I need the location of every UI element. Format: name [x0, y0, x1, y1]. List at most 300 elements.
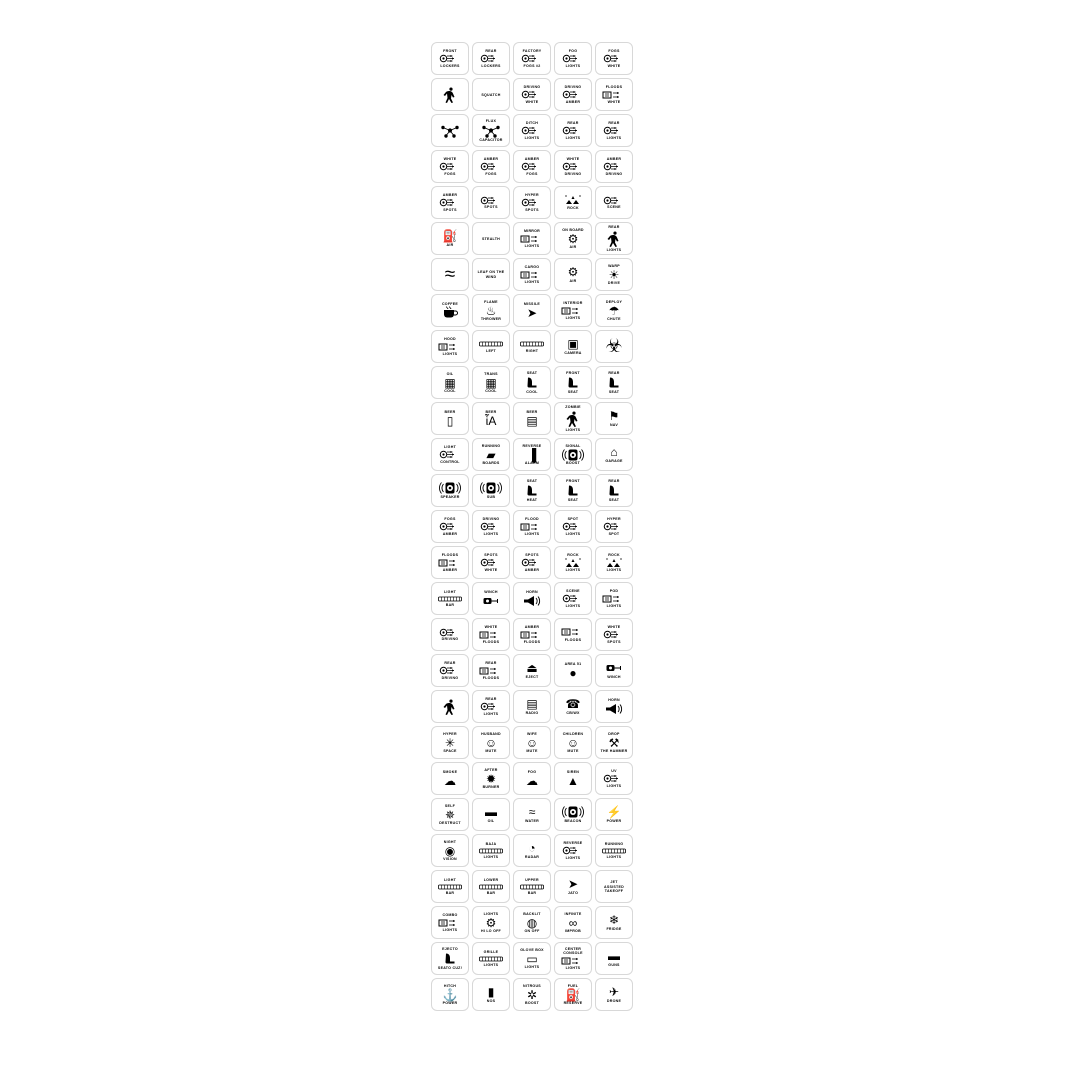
legend-key-uv-lights[interactable] — [595, 762, 633, 795]
legend-key-beer-case[interactable] — [513, 402, 551, 435]
drone-icon: ✈ — [608, 985, 620, 1000]
uv-lamp-icon — [597, 774, 631, 783]
key-bottom-label: SPOT — [608, 531, 620, 536]
legend-key-biohazard[interactable] — [595, 330, 633, 363]
seat-heat-icon — [597, 484, 631, 498]
spot-lamp-icon — [433, 198, 467, 207]
face-mute-icon: ☺ — [525, 735, 539, 750]
lightning-icon: ⚡ — [606, 805, 622, 820]
key-top-label: GRILLE — [483, 949, 499, 954]
smoke-icon: ☁ — [444, 773, 456, 788]
key-top-label: NITROUS — [523, 983, 541, 988]
key-bottom-label: IMPROB — [565, 929, 581, 933]
legend-key-front-seat[interactable] — [554, 366, 592, 399]
legend-key-white-spots[interactable] — [595, 618, 633, 651]
key-top-label: COMBO — [442, 912, 458, 917]
legend-key-running-boards[interactable] — [472, 438, 510, 471]
key-top-label: AMBER — [524, 624, 540, 629]
key-bottom-label: LIGHTS — [565, 966, 581, 971]
legend-key-fogs-white[interactable] — [595, 42, 633, 75]
legend-key-amber-spots[interactable] — [431, 186, 469, 219]
light-bar-icon — [433, 595, 467, 603]
key-top-label: SELF — [444, 803, 456, 808]
driving-lamp-icon — [474, 522, 508, 531]
seat-heat-icon — [556, 484, 590, 498]
key-top-label: AREA 51 — [564, 662, 582, 667]
legend-key-rear-floods[interactable] — [472, 654, 510, 687]
flood-lamp-icon — [597, 90, 631, 100]
legend-key-nos[interactable] — [472, 978, 510, 1011]
legend-key-scene-lights-2[interactable] — [554, 582, 592, 615]
legend-key-area-51[interactable] — [554, 654, 592, 687]
rock-light-icon — [556, 195, 590, 205]
legend-key-stealth[interactable] — [472, 222, 510, 255]
legend-row — [431, 258, 637, 291]
eject-icon: ⏏ — [526, 661, 538, 676]
legend-key-center-console-lights[interactable] — [554, 942, 592, 975]
key-top-label: HORN — [608, 698, 620, 703]
legend-key-trans-cool[interactable] — [472, 366, 510, 399]
legend-row — [431, 42, 637, 75]
rock-light-icon — [597, 558, 631, 568]
legend-key-backlit[interactable] — [513, 906, 551, 939]
seat-heat-icon — [515, 484, 549, 498]
key-bottom-label: DRIVE — [607, 281, 621, 285]
legend-key-squatch[interactable] — [472, 78, 510, 111]
legend-key-flood-lights[interactable] — [513, 510, 551, 543]
legend-key-jet-assisted-takeoff[interactable] — [595, 870, 633, 903]
legend-key-upper-bar[interactable] — [513, 870, 551, 903]
key-bottom-label: LIGHTS — [565, 316, 581, 320]
legend-key-seat-cool[interactable] — [513, 366, 551, 399]
spot-lamp-icon — [515, 558, 549, 567]
fog-cloud-icon: ☁ — [526, 773, 538, 788]
legend-key-infinite-improbability[interactable] — [554, 906, 592, 939]
key-top-label: ROCK — [567, 552, 579, 557]
legend-key-smoke-screen[interactable] — [431, 762, 469, 795]
key-bottom-label: BEACON — [564, 818, 582, 823]
legend-key-drop-the-hammer[interactable] — [595, 726, 633, 759]
flood-lamp-icon — [556, 627, 590, 637]
console-lamp-icon — [556, 956, 590, 966]
legend-key-coffee[interactable] — [431, 294, 469, 327]
flood-lamp-icon — [433, 558, 467, 568]
key-bottom-label: STEALTH — [481, 236, 501, 241]
key-top-label: SEAT — [526, 478, 538, 483]
legend-key-rear-lights-3[interactable] — [595, 222, 633, 255]
key-bottom-label: DRIVING — [441, 675, 459, 680]
key-bottom-label: LIGHTS — [606, 783, 622, 788]
key-bottom-label: WHITE — [607, 100, 621, 104]
key-bottom-label: MUTE — [567, 749, 579, 753]
legend-key-baja-lights[interactable] — [472, 834, 510, 867]
legend-key-white-floods[interactable] — [472, 618, 510, 651]
key-top-label: DRIVING — [482, 517, 500, 522]
legend-key-oil-cool[interactable] — [431, 366, 469, 399]
compressor-icon: ⚙ — [567, 265, 579, 280]
key-top-label: AMBER — [524, 157, 540, 162]
key-bottom-label: LIGHTS — [565, 428, 581, 432]
key-top-label: WARP — [608, 263, 620, 268]
key-top-label: FLOOD — [525, 516, 539, 521]
key-top-label: LIGHT — [443, 589, 457, 594]
legend-key-driving-amber[interactable] — [554, 78, 592, 111]
legend-row — [431, 294, 637, 327]
legend-key-reverse-lights[interactable] — [554, 834, 592, 867]
key-bottom-label: DRONE — [606, 998, 622, 1003]
legend-key-children-mute[interactable] — [554, 726, 592, 759]
legend-key-drone[interactable] — [595, 978, 633, 1011]
legend-key-hood-lights[interactable] — [431, 330, 469, 363]
legend-row — [431, 978, 637, 1011]
legend-key-wife-mute[interactable] — [513, 726, 551, 759]
legend-key-floods-white[interactable] — [595, 78, 633, 111]
legend-key-warp-drive[interactable] — [595, 258, 633, 291]
axle-lockers-icon — [433, 54, 467, 63]
legend-key-rear-lights-4[interactable] — [472, 690, 510, 723]
key-bottom-label: SPOTS — [484, 205, 498, 210]
legend-key-white-fogs[interactable] — [431, 150, 469, 183]
legend-key-driving-2[interactable] — [431, 618, 469, 651]
legend-key-water[interactable] — [513, 798, 551, 831]
key-bottom-label: LIGHTS — [565, 531, 581, 536]
legend-key-night-vision[interactable] — [431, 834, 469, 867]
legend-key-nitrous-boost[interactable] — [513, 978, 551, 1011]
legend-row — [431, 906, 637, 939]
legend-key-hyper-spots[interactable] — [513, 186, 551, 219]
legend-key-seat-heat[interactable] — [513, 474, 551, 507]
hammer-icon: ⚒ — [608, 735, 620, 750]
legend-key-hyper-spot[interactable] — [595, 510, 633, 543]
legend-key-rear-seat[interactable] — [595, 366, 633, 399]
key-top-label: EJECTO — [442, 946, 458, 951]
warp-icon: ☀ — [608, 267, 620, 282]
legend-key-ejecto-seato-cuz[interactable] — [431, 942, 469, 975]
legend-key-speaker[interactable] — [431, 474, 469, 507]
legend-key-jats[interactable] — [554, 870, 592, 903]
legend-key-oil[interactable] — [472, 798, 510, 831]
legend-key-siren[interactable] — [554, 762, 592, 795]
key-top-label: LIGHTS — [483, 911, 499, 916]
legend-key-camera[interactable] — [554, 330, 592, 363]
legend-key-fridge[interactable] — [595, 906, 633, 939]
key-bottom-label: EJECT — [525, 674, 539, 679]
key-bottom-label: CAPACITOR — [479, 138, 503, 142]
fuel-can-icon: ⛽ — [565, 987, 581, 1002]
nos-bottle-icon: ▮ — [487, 985, 495, 1000]
infinity-icon: ∞ — [568, 915, 578, 930]
legend-key-air-compressor[interactable] — [431, 222, 469, 255]
legend-key-eject[interactable] — [513, 654, 551, 687]
air-compressor-icon: ⚙ — [567, 231, 579, 246]
key-bottom-label: LIGHTS — [442, 928, 458, 932]
legend-key-fog-lights[interactable] — [554, 42, 592, 75]
legend-key-spot-lights[interactable] — [554, 510, 592, 543]
legend-key-sub[interactable] — [472, 474, 510, 507]
legend-row — [431, 546, 637, 579]
legend-key-compressor-air[interactable] — [554, 258, 592, 291]
key-top-label: HYPER — [607, 517, 621, 522]
key-bottom-label: LIGHTS — [565, 63, 581, 68]
dome-lamp-icon — [556, 306, 590, 316]
spot-lamp-icon — [474, 558, 508, 567]
legend-key-lower-bar[interactable] — [472, 870, 510, 903]
legend-key-mirror-lights[interactable] — [513, 222, 551, 255]
light-bar-icon — [515, 883, 549, 891]
key-top-label: FRONT — [566, 478, 580, 483]
horn-icon — [597, 703, 631, 715]
legend-key-horn-2[interactable] — [595, 690, 633, 723]
legend-key-winch[interactable] — [472, 582, 510, 615]
key-bottom-label: LIGHTS — [606, 568, 622, 572]
legend-key-reverse-alarm[interactable] — [513, 438, 551, 471]
key-top-label: FACTORY — [522, 49, 542, 54]
legend-key-sasquatch-glyph[interactable] — [431, 78, 469, 111]
key-top-label: BACKLIT — [523, 911, 541, 916]
key-bottom-label: DRIVING — [605, 171, 623, 176]
legend-key-factory-fogs-2[interactable] — [513, 42, 551, 75]
key-top-label: SPOTS — [525, 553, 539, 558]
running-board-icon: ▰ — [486, 447, 496, 462]
legend-key-front-lockers[interactable] — [431, 42, 469, 75]
key-bottom-label: WHITE — [607, 63, 621, 68]
key-top-label: REAR — [608, 121, 620, 126]
legend-row — [431, 798, 637, 831]
legend-key-on-board-air[interactable] — [554, 222, 592, 255]
key-bottom-label: SPOTS — [443, 207, 457, 212]
legend-key-flux-capacitor[interactable] — [472, 114, 510, 147]
legend-key-husband-mute[interactable] — [472, 726, 510, 759]
key-top-label: UV — [611, 769, 617, 774]
legend-key-rear-lights[interactable] — [554, 114, 592, 147]
key-bottom-label: THROWER — [480, 317, 502, 321]
legend-key-cargo-lights[interactable] — [513, 258, 551, 291]
legend-key-hitch-power[interactable] — [431, 978, 469, 1011]
legend-key-white-driving[interactable] — [554, 150, 592, 183]
legend-key-combo-lights[interactable] — [431, 906, 469, 939]
legend-key-cb-wx[interactable] — [554, 690, 592, 723]
legend-key-driving-lights[interactable] — [472, 510, 510, 543]
legend-key-running-lights[interactable] — [595, 834, 633, 867]
key-bottom-label: CB/WX — [566, 710, 580, 715]
key-bottom-label: LIGHTS — [524, 135, 540, 140]
legend-key-rock-lights[interactable] — [554, 186, 592, 219]
key-top-label: ON BOARD — [562, 227, 584, 232]
legend-row — [431, 942, 637, 975]
key-bottom-label: SEAT — [567, 390, 579, 394]
legend-row — [431, 690, 637, 723]
key-bottom-label: SEAT — [608, 390, 620, 394]
legend-key-molecule-glyph[interactable] — [431, 114, 469, 147]
legend-key-rear-lockers[interactable] — [472, 42, 510, 75]
legend-key-zombie-lights[interactable] — [554, 402, 592, 435]
key-bottom-label: SUB — [486, 494, 496, 499]
legend-key-rear-lights-2[interactable] — [595, 114, 633, 147]
light-bar-icon — [433, 883, 467, 891]
legend-key-beer-can[interactable] — [431, 402, 469, 435]
legend-key-glove-box-lights[interactable] — [513, 942, 551, 975]
key-bottom-label: LOCKERS — [481, 63, 501, 68]
legend-key-hyper-space[interactable] — [431, 726, 469, 759]
key-bottom-label: FRIDGE — [606, 926, 622, 931]
camera-icon: ▣ — [567, 337, 579, 352]
legend-key-floods[interactable] — [554, 618, 592, 651]
key-bottom-label: FOGS #2 — [523, 63, 541, 68]
legend-key-floods-amber[interactable] — [431, 546, 469, 579]
legend-key-horn[interactable] — [513, 582, 551, 615]
explosion-icon: ✵ — [444, 807, 456, 822]
key-bottom-label: JATO — [567, 890, 579, 895]
legend-key-rock-lights-2[interactable] — [554, 546, 592, 579]
legend-key-amber-fogs[interactable] — [472, 150, 510, 183]
key-top-label: GLOVE BOX — [520, 947, 544, 952]
key-top-label: DRIVING — [564, 85, 582, 90]
legend-key-flame-thrower[interactable] — [472, 294, 510, 327]
key-top-label: HUSBAND — [481, 731, 501, 736]
legend-key-spots-amber[interactable] — [513, 546, 551, 579]
legend-key-spots-white[interactable] — [472, 546, 510, 579]
legend-key-right[interactable] — [513, 330, 551, 363]
fog-lamp-icon — [433, 162, 467, 171]
reverse-lamp-icon — [556, 846, 590, 855]
legend-key-fuel-reserve[interactable] — [554, 978, 592, 1011]
legend-key-power[interactable] — [595, 798, 633, 831]
key-top-label: JET — [610, 879, 618, 884]
key-top-label: FLAME — [484, 299, 498, 304]
key-bottom-label: WHITE — [484, 567, 498, 572]
key-bottom-label: BAR — [527, 891, 537, 895]
key-top-label: WHITE — [443, 157, 457, 162]
legend-key-rear-seat-2[interactable] — [595, 474, 633, 507]
key-top-label: BEER — [526, 410, 538, 415]
legend-key-beer-mug[interactable] — [472, 402, 510, 435]
legend-key-ditch-lights[interactable] — [513, 114, 551, 147]
legend-key-rock-lights-3[interactable] — [595, 546, 633, 579]
key-bottom-label: LEFT — [486, 348, 496, 353]
winch-icon — [597, 662, 631, 674]
legend-key-guns[interactable] — [595, 942, 633, 975]
ufo-icon: ● — [569, 665, 577, 680]
key-top-label: HYPER — [443, 731, 457, 736]
legend-key-bigfoot-glyph-2[interactable] — [431, 690, 469, 723]
legend-key-leaf-on-the-wind[interactable] — [472, 258, 510, 291]
legend-key-radio[interactable] — [513, 690, 551, 723]
key-bottom-label: AIR — [569, 245, 577, 249]
legend-key-radar[interactable] — [513, 834, 551, 867]
legend-key-amber-floods[interactable] — [513, 618, 551, 651]
flood-lamp-icon — [474, 630, 508, 640]
key-top-label: CHILDREN — [562, 731, 584, 736]
legend-key-amber-fogs-2[interactable] — [513, 150, 551, 183]
key-top-label: CARGO — [524, 264, 540, 269]
legend-row — [431, 150, 637, 183]
legend-key-missile[interactable] — [513, 294, 551, 327]
key-bottom-label: AMBER — [565, 99, 581, 104]
legend-key-light-bar-2[interactable] — [431, 870, 469, 903]
oil-cooler-icon: ▦ — [444, 375, 456, 390]
legend-key-interior-lights[interactable] — [554, 294, 592, 327]
legend-key-garage[interactable] — [595, 438, 633, 471]
legend-key-nav[interactable] — [595, 402, 633, 435]
rock-light-icon — [556, 558, 590, 568]
key-top-label: WHITE — [566, 157, 580, 162]
flood-lamp-icon — [515, 630, 549, 640]
seat-cool-icon — [515, 376, 549, 390]
legend-key-lights-hi-lo-off[interactable] — [472, 906, 510, 939]
legend-key-light-control[interactable] — [431, 438, 469, 471]
legend-key-scene-lights[interactable] — [595, 186, 633, 219]
legend-key-fog[interactable] — [513, 762, 551, 795]
legend-key-beacon[interactable] — [554, 798, 592, 831]
legend-key-deploy-chute[interactable] — [595, 294, 633, 327]
key-bottom-label: FOGS — [444, 171, 456, 176]
hitch-icon: ⚓ — [442, 987, 458, 1002]
legend-key-rear-driving[interactable] — [431, 654, 469, 687]
key-bottom-label: FLOODS — [564, 637, 582, 642]
key-top-label: FOGS — [444, 517, 456, 522]
key-bottom-label: BOOST — [524, 1001, 540, 1005]
key-bottom-label: MUTE — [526, 749, 538, 753]
legend-key-front-seat-2[interactable] — [554, 474, 592, 507]
key-bottom-label: SPACE — [443, 749, 457, 753]
key-top-label: SMOKE — [442, 770, 458, 775]
legend-key-left[interactable] — [472, 330, 510, 363]
legend-key-signal-boost[interactable] — [554, 438, 592, 471]
legend-key-winch-2[interactable] — [595, 654, 633, 687]
key-top-label: SPOTS — [484, 553, 498, 558]
legend-key-self-destruct[interactable] — [431, 798, 469, 831]
key-top-label: ROCK — [608, 552, 620, 557]
legend-key-after-burner[interactable] — [472, 762, 510, 795]
key-top-label: OIL — [446, 371, 454, 376]
key-bottom-label: WINCH — [607, 674, 621, 679]
legend-key-fogs-amber[interactable] — [431, 510, 469, 543]
legend-key-amber-driving[interactable] — [595, 150, 633, 183]
key-top-label: WHITE — [607, 625, 621, 630]
key-bottom-label: CAMERA — [564, 350, 582, 355]
key-bottom-label: LIGHTS — [483, 531, 499, 536]
key-top-label: FUEL — [567, 983, 579, 988]
key-bottom-label: SPOTS — [525, 207, 539, 212]
key-top-label: SCENE — [566, 589, 580, 594]
fog-lamp-icon — [515, 162, 549, 171]
legend-row — [431, 438, 637, 471]
legend-key-spots[interactable] — [472, 186, 510, 219]
key-top-label: WINCH — [484, 590, 498, 595]
key-top-label: REVERSE — [563, 841, 583, 846]
scene-light-icon — [556, 594, 590, 603]
key-top-label: HORN — [526, 590, 538, 595]
legend-key-pod-lights[interactable] — [595, 582, 633, 615]
key-bottom-label: RADIO — [525, 710, 539, 715]
key-top-label: MISSILE — [523, 302, 541, 307]
subwoofer-icon — [474, 482, 508, 494]
legend-key-grille-lights[interactable] — [472, 942, 510, 975]
legend-key-air-glyph[interactable] — [431, 258, 469, 291]
legend-key-light-bar[interactable] — [431, 582, 469, 615]
siren-icon: ▲ — [567, 773, 579, 788]
key-top-label: FLUX — [485, 118, 497, 123]
rear-lamp-icon — [597, 126, 631, 135]
fog-lamp-icon — [597, 54, 631, 63]
running-lamp-icon — [597, 847, 631, 855]
key-bottom-label: COOL — [444, 389, 456, 393]
driving-lamp-icon — [597, 162, 631, 171]
cb-radio-icon: ☎ — [565, 697, 581, 712]
key-bottom-label: CHUTE — [607, 317, 621, 321]
air-tank-icon: ⛽ — [442, 229, 458, 244]
legend-key-driving-white[interactable] — [513, 78, 551, 111]
